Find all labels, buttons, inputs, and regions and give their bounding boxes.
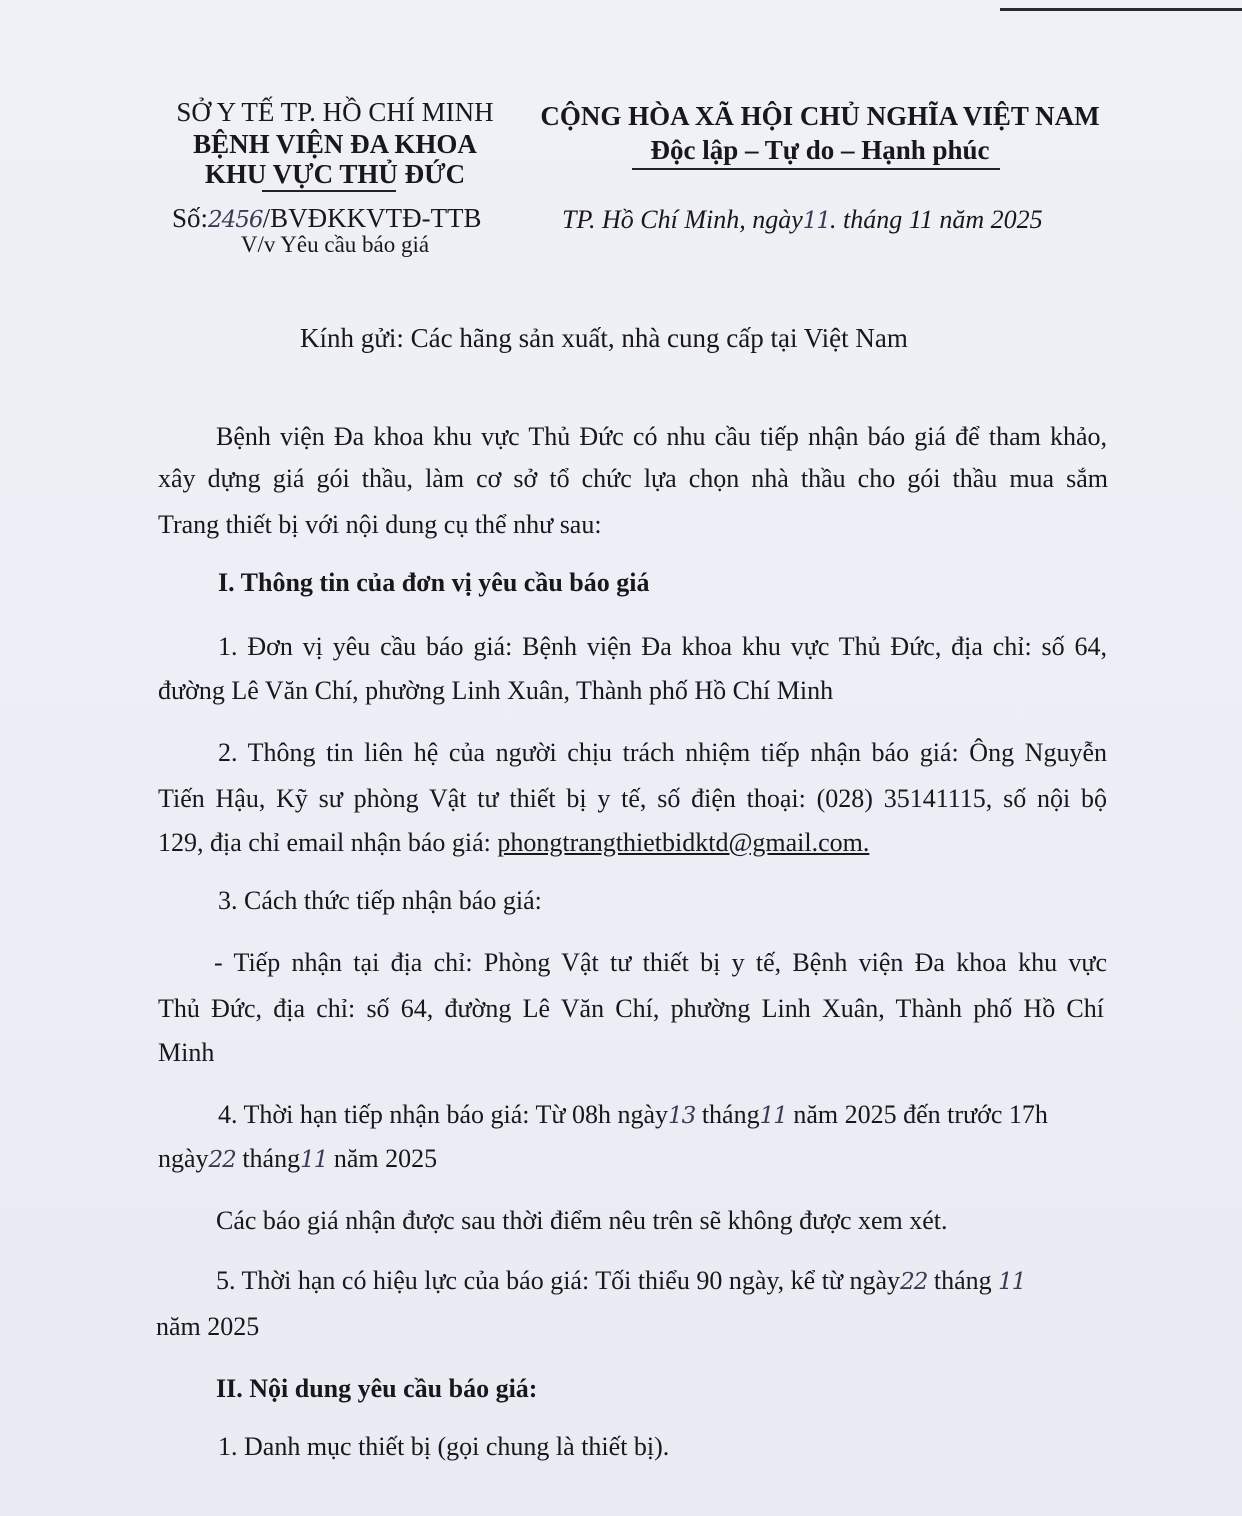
issuer-hospital: BỆNH VIỆN ĐA KHOA [193, 129, 477, 159]
item-5-text-b: tháng [927, 1266, 992, 1295]
item-3-sub-line-2: Thủ Đức, địa chỉ: số 64, đường Lê Văn Chí, phường Linh Xuân, Thành phố Hồ Chí [158, 994, 1104, 1023]
item-4-start-month-handwritten: 11 [759, 1103, 787, 1129]
date-suffix: . tháng 11 năm 2025 [830, 205, 1043, 234]
nation-title: CỘNG HÒA XÃ HỘI CHỦ NGHĨA VIỆT NAM [540, 101, 1100, 131]
date-prefix: TP. Hồ Chí Minh, ngày [562, 205, 803, 234]
item-2-line-1: 2. Thông tin liên hệ của người chịu trách nhiệm tiếp nhận báo giá: Ông Nguyễn [218, 738, 1107, 767]
nation-motto: Độc lập – Tự do – Hạnh phúc [650, 135, 990, 165]
document-subject: V/v Yêu cầu báo giá [240, 232, 430, 257]
item-4-text-a: 4. Thời hạn tiếp nhận báo giá: Từ 08h ngày [218, 1100, 669, 1129]
item-1-line-2: đường Lê Văn Chí, phường Linh Xuân, Thành phố Hồ Chí Minh [158, 676, 834, 705]
item-4-text-e: tháng [235, 1144, 301, 1173]
date-day-handwritten: 11 [802, 208, 831, 234]
intro-line-3: Trang thiết bị với nội dung cụ thể như sau: [158, 510, 602, 539]
item-4-text-b: tháng [695, 1100, 760, 1129]
item-5-line-2: năm 2025 [156, 1312, 260, 1341]
late-quote-note: Các báo giá nhận được sau thời điểm nêu trên sẽ không được xem xét. [216, 1206, 948, 1235]
item-4-line-1 [218, 1100, 1107, 1131]
issuer-underline [262, 190, 396, 192]
document-number [172, 202, 482, 236]
item-4-end-month-handwritten: 11 [300, 1147, 328, 1173]
motto-underline [632, 168, 1000, 170]
item-4-text-d: ngày [158, 1144, 209, 1173]
item-5-line-1 [216, 1266, 1025, 1297]
item-2-line-3 [158, 828, 869, 858]
section-2-heading: II. Nội dung yêu cầu báo giá: [216, 1374, 538, 1403]
intro-line-1: Bệnh viện Đa khoa khu vực Thủ Đức có nhu cầu tiếp nhận báo giá để tham khảo, [216, 422, 1107, 451]
item-5-month-handwritten: 11 [998, 1269, 1026, 1295]
document-date [562, 204, 1043, 237]
recipient-line: Kính gửi: Các hãng sản xuất, nhà cung cấp tại Việt Nam [300, 323, 908, 353]
issuer-department: SỞ Y TẾ TP. HỒ CHÍ MINH [176, 97, 494, 127]
item-4-end-day-handwritten: 22 [208, 1147, 236, 1173]
item-5-text-a: 5. Thời hạn có hiệu lực của báo giá: Tối thiểu 90 ngày, kể từ ngày [216, 1266, 901, 1295]
item-5-day-handwritten: 22 [900, 1269, 928, 1295]
contact-email-link[interactable]: phongtrangthietbidktd@gmail.com. [497, 828, 870, 857]
item-3-sub-line-3: Minh [158, 1038, 215, 1067]
item-2-email-label: 129, địa chỉ email nhận báo giá: [158, 828, 498, 857]
item-4-line-2 [158, 1144, 437, 1175]
document-number-prefix: Số: [172, 203, 209, 233]
item-2-line-2: Tiến Hậu, Kỹ sư phòng Vật tư thiết bị y tế, số điện thoại: (028) 35141115, số nội bộ [158, 784, 1107, 813]
item-4-text-f: năm 2025 [327, 1144, 438, 1173]
section-1-heading: I. Thông tin của đơn vị yêu cầu báo giá [218, 568, 650, 597]
item-4-text-c: năm 2025 đến trước 17h [786, 1100, 1048, 1129]
section-2-item-1: 1. Danh mục thiết bị (gọi chung là thiết bị). [218, 1432, 670, 1461]
item-4-start-day-handwritten: 13 [668, 1103, 696, 1129]
item-1-line-1: 1. Đơn vị yêu cầu báo giá: Bệnh viện Đa khoa khu vực Thủ Đức, địa chỉ: số 64, [218, 632, 1107, 661]
scan-edge-line [1000, 8, 1242, 11]
issuer-region: KHU VỰC THỦ ĐỨC [204, 159, 466, 189]
item-3-sub-line-1: - Tiếp nhận tại địa chỉ: Phòng Vật tư thiết bị y tế, Bệnh viện Đa khoa khu vực [214, 948, 1107, 977]
document-number-handwritten: 2456 [208, 207, 263, 233]
intro-line-2: xây dựng giá gói thầu, làm cơ sở tổ chức lựa chọn nhà thầu cho gói thầu mua sắm [158, 464, 1108, 493]
document-number-suffix: /BVĐKKVTĐ-TTB [262, 203, 482, 233]
item-3-heading: 3. Cách thức tiếp nhận báo giá: [218, 886, 542, 915]
